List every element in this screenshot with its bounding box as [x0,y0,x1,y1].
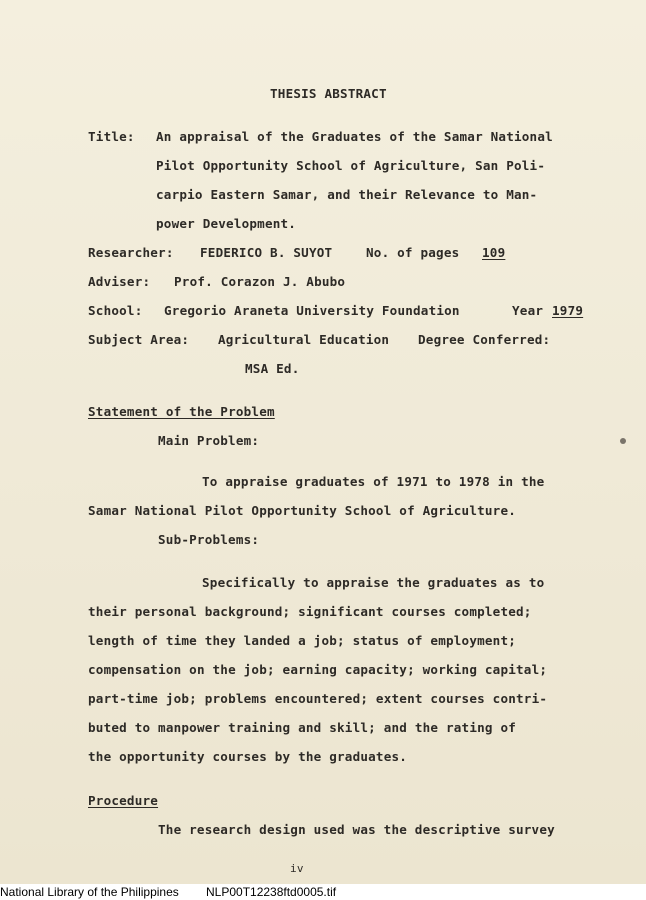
researcher-label: Researcher: [88,245,174,260]
page-number: iv [290,862,304,875]
title-label: Title: [88,129,135,144]
title-line: Pilot Opportunity School of Agriculture, San Poli- [156,158,546,173]
pages-label: No. of pages [366,245,460,260]
file-name: NLP00T12238ftd0005.tif [206,885,337,899]
researcher-name: FEDERICO B. SUYOT [200,245,333,260]
sub-problems-line: part-time job; problems encountered; extent courses contri- [88,691,548,706]
degree-label: Degree Conferred: [418,332,551,347]
title-line: carpio Eastern Samar, and their Relevance to Man- [156,187,538,202]
sub-problems-label: Sub-Problems: [158,532,260,547]
sub-problems-line: compensation on the job; earning capacity; working capital; [88,662,548,677]
subject-label: Subject Area: [88,332,190,347]
sub-problems-line: their personal background; significant courses completed; [88,604,532,619]
library-name: National Library of the Philippines [0,885,179,899]
ink-spot [620,438,626,444]
sub-problems-line: buted to manpower training and skill; and the rating of [88,720,517,735]
school-name: Gregorio Araneta University Foundation [164,303,460,318]
year-value: 1979 [552,303,584,318]
school-label: School: [88,303,143,318]
subject-value: Agricultural Education [218,332,390,347]
statement-heading: Statement of the Problem [88,404,275,419]
year-label: Year [512,303,544,318]
title-line: An appraisal of the Graduates of the Samar National [156,129,553,144]
adviser-name: Prof. Corazon J. Abubo [174,274,346,289]
main-problem-label: Main Problem: [158,433,260,448]
title-line: power Development. [156,216,297,231]
thesis-abstract-heading: THESIS ABSTRACT [270,86,387,101]
sub-problems-line: the opportunity courses by the graduates. [88,749,408,764]
procedure-heading: Procedure [88,793,159,808]
sub-problems-line: length of time they landed a job; status of employment; [88,633,517,648]
sub-problems-line: Specifically to appraise the graduates as to [202,575,545,590]
pages-count: 109 [482,245,506,260]
procedure-line: The research design used was the descriptive survey [158,822,555,837]
adviser-label: Adviser: [88,274,151,289]
image-footer [0,884,646,900]
main-problem-line: To appraise graduates of 1971 to 1978 in the [202,474,545,489]
degree-value: MSA Ed. [245,361,300,376]
main-problem-line: Samar National Pilot Opportunity School of Agriculture. [88,503,517,518]
